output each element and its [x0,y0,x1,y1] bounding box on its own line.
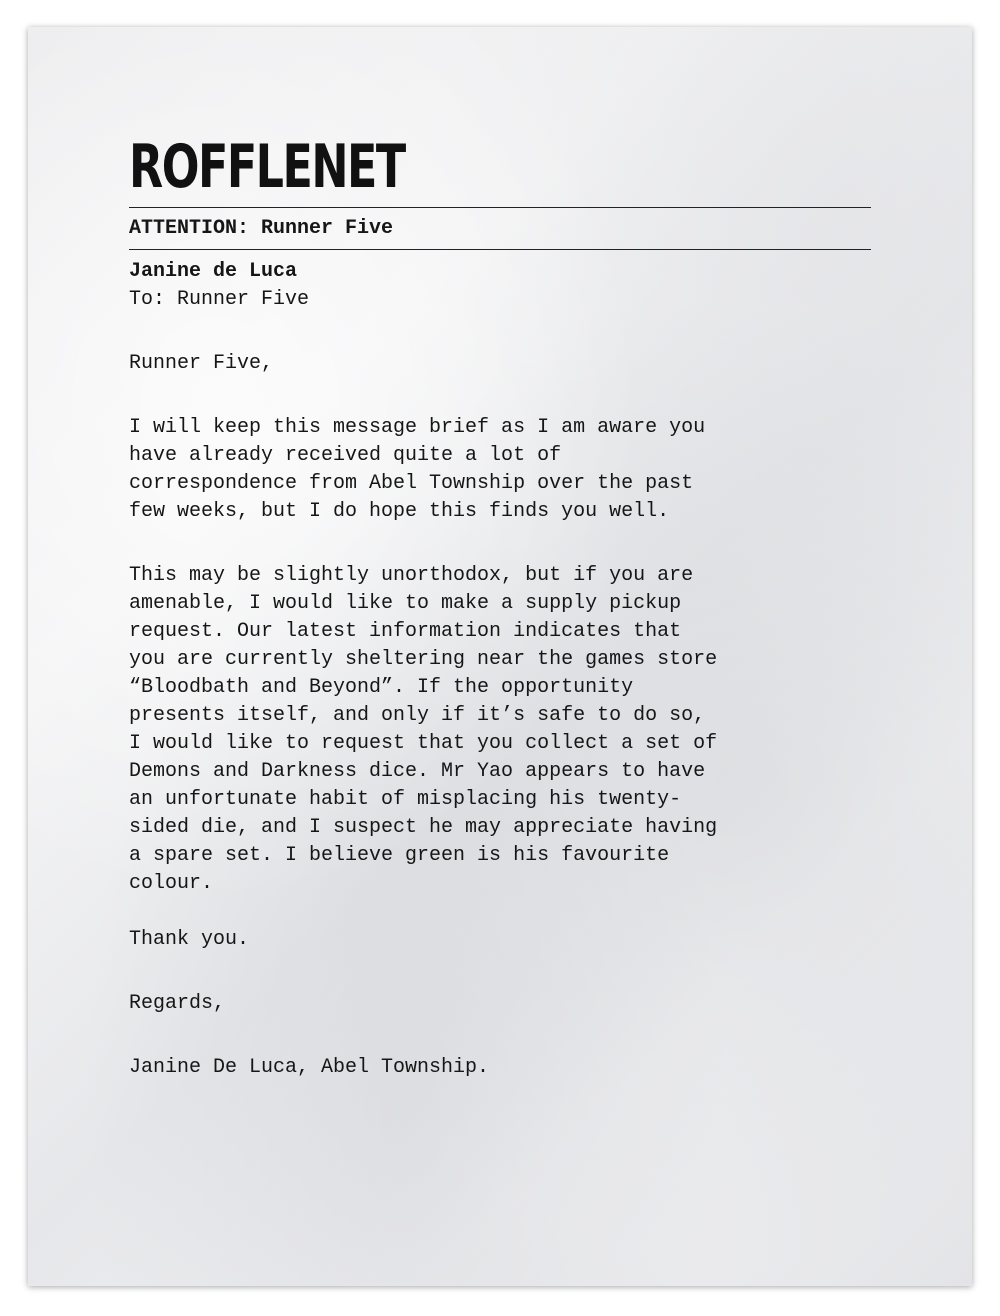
message-header [129,258,889,314]
attention-line: ATTENTION: Runner Five [129,217,394,240]
message-paragraph-2: This may be slightly unorthodox, but if you are amenable, I would like to make a supply pickup request. Our latest information indicates that you are currently sheltering near the games store “Bloodbath and Beyond”. If the opportunity presents itself, and only if it’s safe to do so, I would like to request that you collect a set of Demons and Darkness dice. Mr Yao appears to have an unfortunate habit of misplacing his twenty- sided die, and I suspect he may appreciate having a spare set. I believe green is his favourite colour. [129,564,718,895]
paper-sheet [28,27,972,1286]
message-closing: Regards, [129,992,226,1015]
message-recipient: To: Runner Five [129,288,310,311]
message-paragraph-1: I will keep this message brief as I am aware you have already received quite a lot of correspondence from Abel Township over the past few weeks, but I do hope this finds you well. [129,416,706,523]
rofflenet-logo: ROFFLENET [129,132,405,202]
message-sender: Janine de Luca [129,260,298,283]
message-salutation: Runner Five, [129,352,274,375]
message-thanks: Thank you. [129,928,250,951]
message-body [129,258,889,1118]
header-rule-bottom [129,249,871,250]
message-signature: Janine De Luca, Abel Township. [129,1056,490,1079]
header-rule-top [129,207,871,208]
